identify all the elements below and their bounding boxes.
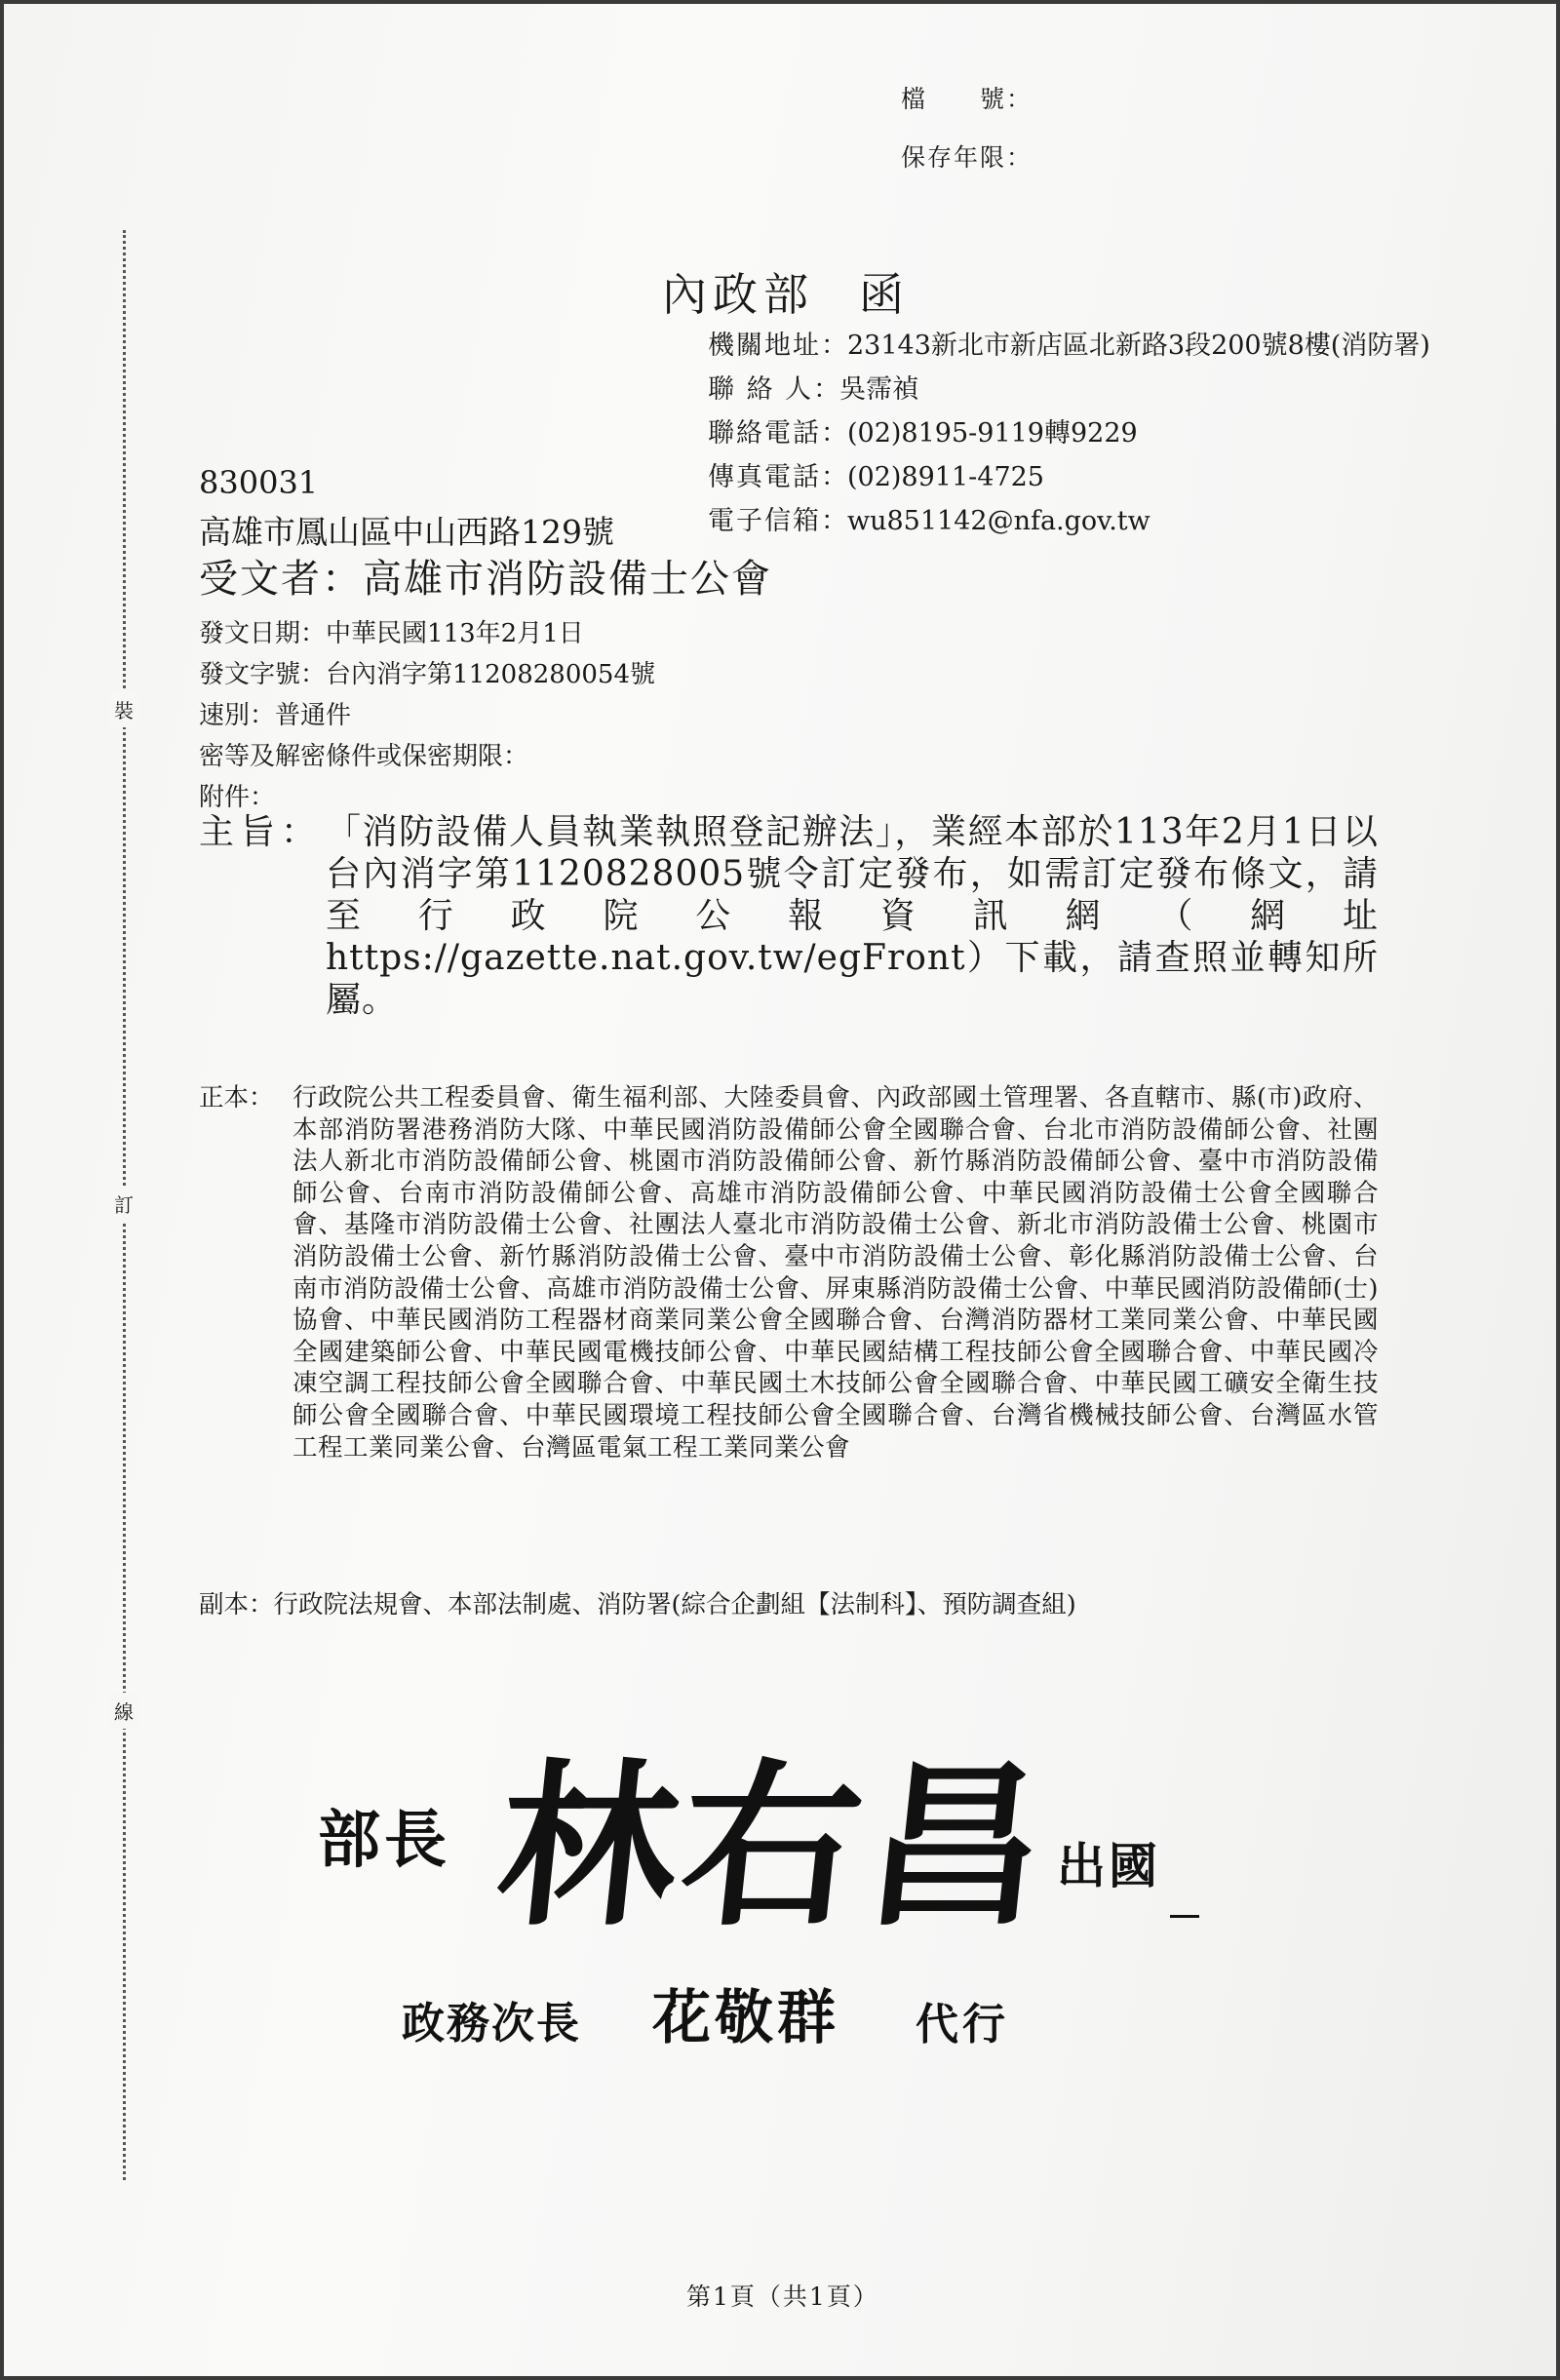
meta-row: 密等及解密條件或保密期限：: [199, 742, 529, 771]
agency-info-value: (02)8911-4725: [847, 462, 1044, 492]
meta-value: 中華民國113年2月1日: [326, 619, 584, 648]
binding-mark-ding: 訂: [109, 1186, 138, 1222]
agency-info: [708, 324, 1430, 543]
agency-info-label: 聯 絡 人: [708, 374, 814, 405]
copy-label: 副本：: [199, 1590, 274, 1619]
agency-info-row: 傳真電話 ： (02)8911-4725: [708, 455, 1430, 499]
agency-info-value: 吳霈禎: [839, 374, 919, 405]
meta-label: 發文日期: [199, 619, 301, 648]
agency-info-row: 聯 絡 人 ： 吳霈禎: [708, 368, 1430, 411]
document-title: [662, 259, 910, 324]
signature-deputy-name: 花敬群: [652, 1984, 839, 2052]
distribution-section: [199, 1082, 1379, 1463]
meta-row: 發文字號：台內消字第11208280054號: [199, 660, 655, 689]
agency-info-label: 傳真電話: [708, 462, 821, 492]
recipient-zip: 830031: [199, 464, 319, 501]
title-doc-type: 函: [859, 268, 910, 321]
retention-label: 保存年限：: [901, 143, 1034, 172]
agency-info-label: 機關地址: [708, 331, 821, 361]
meta-label: 發文字號: [199, 660, 301, 689]
agency-info-label: 電子信箱: [708, 506, 821, 536]
agency-info-value: wu851142@nfa.gov.tw: [847, 506, 1150, 536]
binding-mark-xian: 線: [109, 1693, 138, 1729]
recipient-address: 高雄市鳳山區中山西路129號: [199, 513, 614, 551]
recipient-name: 受文者：高雄市消防設備士公會: [199, 557, 772, 602]
agency-info-row: 電子信箱 ： wu851142@nfa.gov.tw: [708, 499, 1430, 543]
binding-mark-zhuang: 裝: [109, 691, 138, 727]
signature-abroad: 出國: [1057, 1838, 1160, 1894]
document-meta: [199, 613, 655, 818]
meta-label: 附件: [199, 783, 251, 812]
meta-label: 速別: [199, 701, 251, 730]
signature-name: 林右昌: [488, 1741, 1061, 1950]
meta-label: 密等及解密條件或保密期限: [199, 742, 504, 771]
meta-row: 發文日期：中華民國113年2月1日: [199, 619, 584, 648]
distribution-label: 正本：: [199, 1083, 274, 1112]
agency-info-value: (02)8195-9119轉9229: [847, 418, 1138, 449]
signature-title: 部長: [318, 1805, 450, 1877]
agency-info-value: 23143新北市新店區北新路3段200號8樓(消防署): [847, 331, 1430, 361]
agency-info-label: 聯絡電話: [708, 418, 821, 449]
subject-label: 主旨：: [199, 812, 323, 852]
meta-row: 附件：: [199, 783, 276, 812]
signature-deputy-title: 政務次長: [402, 1999, 581, 2048]
signature-underline: [1170, 1915, 1199, 1918]
meta-value: 台內消字第11208280054號: [326, 660, 655, 689]
subject-section: [199, 811, 1379, 1021]
page-number: 第1頁（共1頁）: [686, 2282, 879, 2311]
file-number-label: 檔 號：: [901, 85, 1034, 113]
subject-text: 「消防設備人員執業執照登記辦法」，業經本部於113年2月1日以台內消字第1120828005號令訂定發布，如需訂定發布條文，請至行政院公報資訊網（網址https://gazette.nat.gov.tw/egFront）下載，請查照並轉知所屬。: [326, 812, 1379, 1020]
agency-info-row: 機關地址 ： 23143新北市新店區北新路3段200號8樓(消防署): [708, 324, 1430, 368]
file-meta: [901, 70, 1033, 187]
meta-value: 普通件: [275, 701, 352, 730]
distribution-text: 行政院公共工程委員會、衛生福利部、大陸委員會、內政部國土管理署、各直轄市、縣(市)政府、本部消防署港務消防大隊、中華民國消防設備師公會全國聯合會、台北市消防設備師公會、社團法人新北市消防設備師公會、桃園市消防設備師公會、新竹縣消防設備師公會、臺中市消防設備師公會、台南市消防設備師公會、高雄市消防設備師公會、中華民國消防設備士公會全國聯合會、基隆市消防設備士公會、社團法人臺北市消防設備士公會、新北市消防設備士公會、桃園市消防設備士公會、新竹縣消防設備士公會、臺中市消防設備士公會、彰化縣消防設備士公會、台南市消防設備士公會、高雄市消防設備士公會、屏東縣消防設備士公會、中華民國消防設備師(士)協會、中華民國消防工程器材商業同業公會全國聯合會、台灣消防器材工業同業公會、中華民國全國建築師公會、中華民國電機技師公會、中華民國結構工程技師公會全國聯合會、中華民國冷凍空調工程技師公會全國聯合會、中華民國土木技師公會全國聯合會、中華民國工礦安全衛生技師公會全國聯合會、中華民國環境工程技師公會全國聯合會、台灣省機械技師公會、台灣區水管工程工業同業公會、台灣區電氣工程工業同業公會: [292, 1083, 1379, 1463]
copy-section: [199, 1585, 1076, 1620]
title-agency: 內政部: [662, 268, 814, 321]
meta-row: 速別：普通件: [199, 701, 352, 730]
signature-acting: 代行: [916, 2000, 1009, 2049]
agency-info-row: 聯絡電話 ： (02)8195-9119轉9229: [708, 411, 1430, 455]
copy-text: 行政院法規會、本部法制處、消防署(綜合企劃組【法制科】、預防調查組): [273, 1590, 1076, 1619]
